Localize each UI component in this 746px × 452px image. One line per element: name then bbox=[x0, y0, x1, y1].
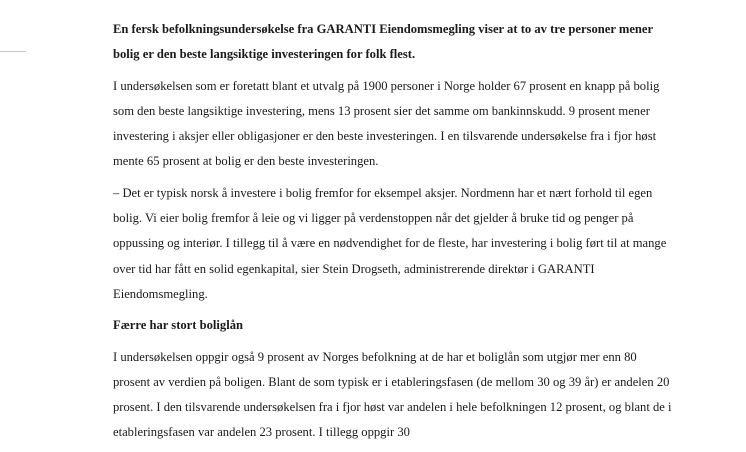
article-body bbox=[113, 17, 673, 452]
paragraph-survey-results: I undersøkelsen som er foretatt blant et utvalg på 1900 personer i Norge holder 67 prosent en knapp på bolig som den beste langsiktige investering, mens 13 prosent sier det samme om bankinnskudd. 9 prosent mener investering i aksjer eller obligasjoner er den beste investeringen. I en tilsvarende undersøkelse fra i fjor høst mente 65 prosent at bolig er den beste investeringen. bbox=[113, 78, 660, 169]
section-heading: Færre har stort boliglån bbox=[113, 318, 244, 333]
paragraph-mortgage: I undersøkelsen oppgir også 9 prosent av Norges befolkning at de har et boliglån som utgjør mer enn 80 prosent av verdien på boligen. Blant de som typisk er i etableringsfasen (de mellom 30 og 39 år) er andelen 20 prosent. I den tilsvarende undersøkelsen fra i fjor høst var andelen i hele befolkningen 12 prosent, og blant de i etableringsfasen var andelen 23 prosent. I tillegg oppgir 30 bbox=[113, 349, 672, 440]
paragraph-quote: – Det er typisk norsk å investere i bolig fremfor for eksempel aksjer. Nordmenn har et nært forhold til egen bolig. Vi eier bolig fremfor å leie og vi ligger på verdenstoppen når det gjelder å bruke tid og penger på oppussing og interiør. I tillegg til å være en nødvendighet for de fleste, har investering i bolig ført til at mange over tid har fått en solid egenkapital, sier Stein Drogseth, administrerende direktør i GARANTI Eiendomsmegling. bbox=[113, 185, 667, 301]
margin-rule bbox=[0, 51, 26, 52]
article-lead: En fersk befolkningsundersøkelse fra GARANTI Eiendomsmegling viser at to av tre personer mener bolig er den beste langsiktige investeringen for folk flest. bbox=[113, 22, 653, 62]
